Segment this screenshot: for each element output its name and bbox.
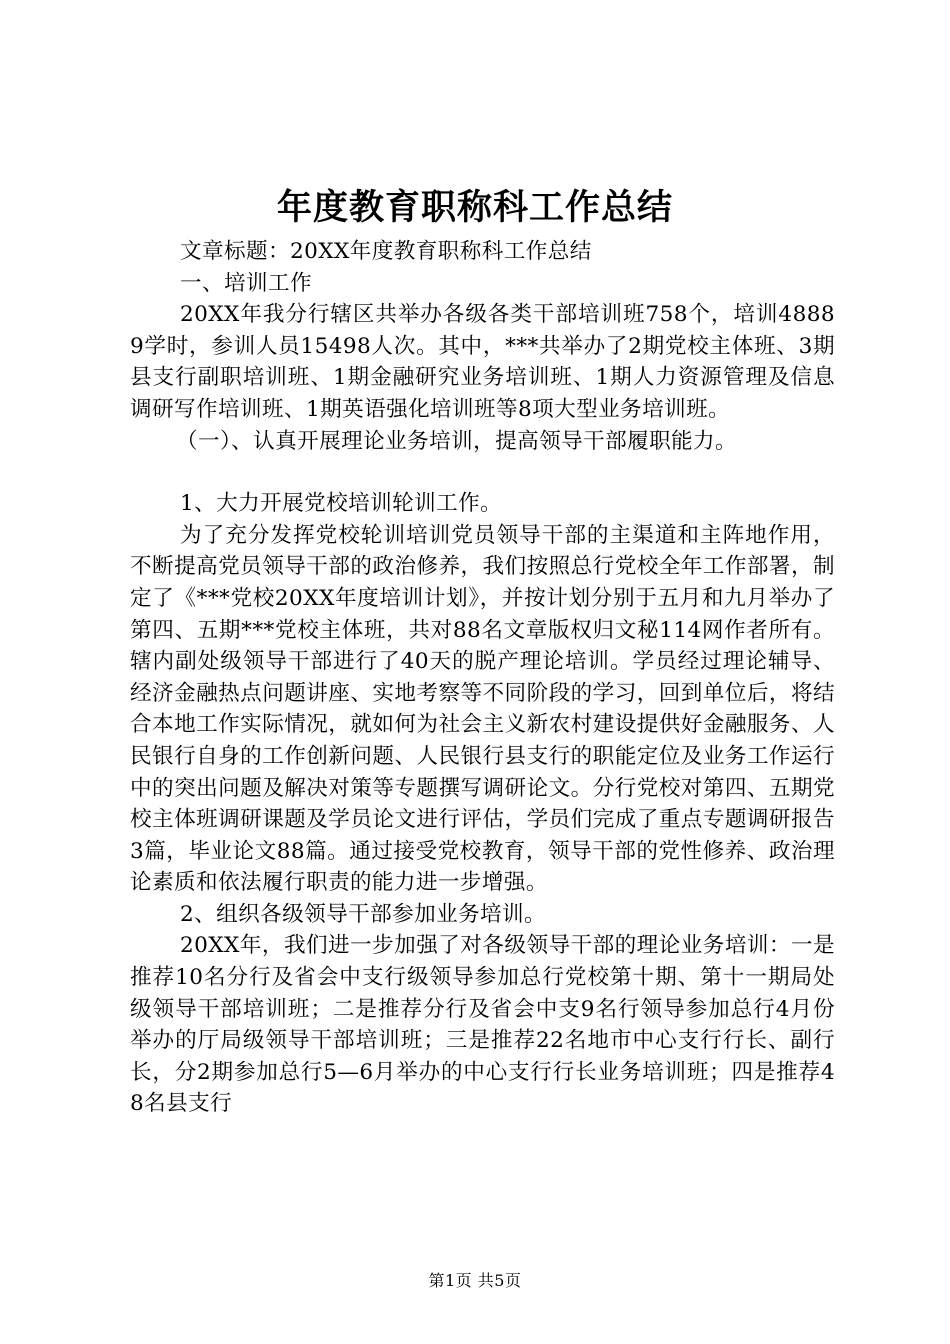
section-heading-training: 一、培训工作 xyxy=(180,270,312,296)
item-heading-leader-training: 2、组织各级领导干部参加业务培训。 xyxy=(180,901,547,927)
paragraph-training-overview: 20XX年我分行辖区共举办各级各类干部培训班758个，培训48889学时，参训人员15498人次。其中，***共举办了2期党校主体班、3期县支行副职培训班、1期金融研究业务培训班、1期人力资源管理及信息调研写作培训班、1期英语强化培训班等8项大型业务培训班。 xyxy=(130,302,835,422)
paragraph-leader-training: 20XX年，我们进一步加强了对各级领导干部的理论业务培训：一是推荐10名分行及省会中支行级领导参加总行党校第十期、第十一期局处级领导干部培训班；二是推荐分行及省会中支9名行领导参加总行4月份举办的厅局级领导干部培训班；三是推荐22名地市中心支行行长、副行长，分2期参加总行5—6月举办的中心支行行长业务培训班；四是推荐48名县支行 xyxy=(130,933,835,1117)
page-footer: 第1页 共5页 xyxy=(428,1271,522,1290)
item-heading-party-school: 1、大力开展党校培训轮训工作。 xyxy=(180,491,503,517)
article-title-line: 文章标题：20XX年度教育职称科工作总结 xyxy=(180,239,592,264)
paragraph-party-school: 为了充分发挥党校轮训培训党员领导干部的主渠道和主阵地作用，不断提高党员领导干部的政治修养，我们按照总行党校全年工作部署，制定了《***党校20XX年度培训计划》，并按计划分别于五月和九月举办了第四、五期***党校主体班，共对88名文章版权归文秘114网作者所有。辖内副处级领导干部进行了40天的脱产理论培训。学员经过理论辅导、经济金融热点问题讲座、实地考察等不同阶段的学习，回到单位后，将结合本地工作实际情况，就如何为社会主义新农村建设提供好金融服务、人民银行自身的工作创新问题、人民银行县支行的职能定位及业务工作运行中的突出问题及解决对策等专题撰写调研论文。分行党校对第四、五期党校主体班调研课题及学员论文进行评估，学员们完成了重点专题调研报告3篇，毕业论文88篇。通过接受党校教育，领导干部的党性修养、政治理论素质和依法履行职责的能力进一步增强。 xyxy=(130,522,835,896)
document-body xyxy=(130,236,835,1120)
subsection-heading-theory-training: （一）、认真开展理论业务培训，提高领导干部履职能力。 xyxy=(176,428,738,454)
document-title: 年度教育职称科工作总结 xyxy=(276,188,673,228)
